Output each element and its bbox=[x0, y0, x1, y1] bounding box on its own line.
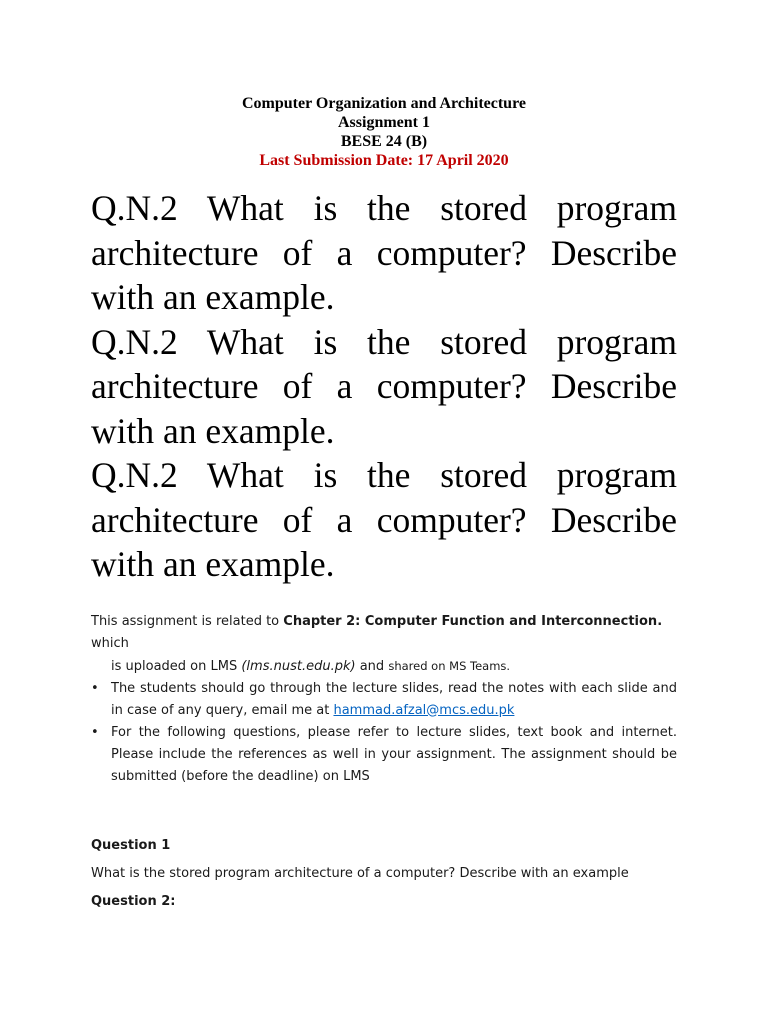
ms-teams-note: shared on MS Teams. bbox=[388, 658, 511, 673]
document-header bbox=[91, 0, 677, 170]
intro-paragraph bbox=[91, 611, 677, 678]
question-2-heading: Question 2: bbox=[91, 893, 176, 909]
bullet-icon: • bbox=[91, 724, 99, 740]
assignment-instructions bbox=[91, 611, 677, 788]
assignment-title: Assignment 1 bbox=[337, 114, 430, 131]
section-label: BESE 24 (B) bbox=[340, 133, 428, 150]
bullet-text: For the following questions, please refer to lecture slides, text book and internet. Please include the references as well in your assignment. The assignment should be submitted (before the deadline) on LMS bbox=[111, 724, 677, 784]
lms-url: (lms.nust.edu.pk) bbox=[241, 658, 356, 674]
instruction-list bbox=[91, 678, 677, 788]
submission-deadline: Last Submission Date: 17 April 2020 bbox=[259, 152, 509, 169]
email-link[interactable]: hammad.afzal@mcs.edu.pk bbox=[333, 702, 515, 718]
large-question-1: Q.N.2 What is the stored program architecture of a computer? Describe with an example. bbox=[91, 188, 677, 317]
large-question-3: Q.N.2 What is the stored program architecture of a computer? Describe with an example. bbox=[91, 455, 677, 584]
course-title: Computer Organization and Architecture bbox=[242, 95, 526, 112]
list-item bbox=[91, 722, 677, 788]
large-question-2: Q.N.2 What is the stored program architecture of a computer? Describe with an example. bbox=[91, 321, 677, 451]
intro-and: and bbox=[359, 658, 385, 674]
large-question-block bbox=[91, 186, 677, 587]
intro-uploaded: is uploaded on LMS bbox=[111, 658, 238, 674]
question-1-heading: Question 1 bbox=[91, 837, 171, 853]
intro-lead: This assignment is related to bbox=[91, 613, 280, 629]
bullet-text: The students should go through the lecture slides, read the notes with each slide and in case of any query, email me at bbox=[111, 680, 677, 718]
chapter-reference: Chapter 2: Computer Function and Interconnection. bbox=[283, 613, 663, 629]
bullet-icon: • bbox=[91, 680, 99, 696]
intro-which: which bbox=[91, 635, 129, 651]
question-1-text: What is the stored program architecture of a computer? Describe with an example bbox=[91, 865, 629, 881]
list-item bbox=[91, 678, 677, 722]
intro-continuation bbox=[91, 655, 677, 678]
